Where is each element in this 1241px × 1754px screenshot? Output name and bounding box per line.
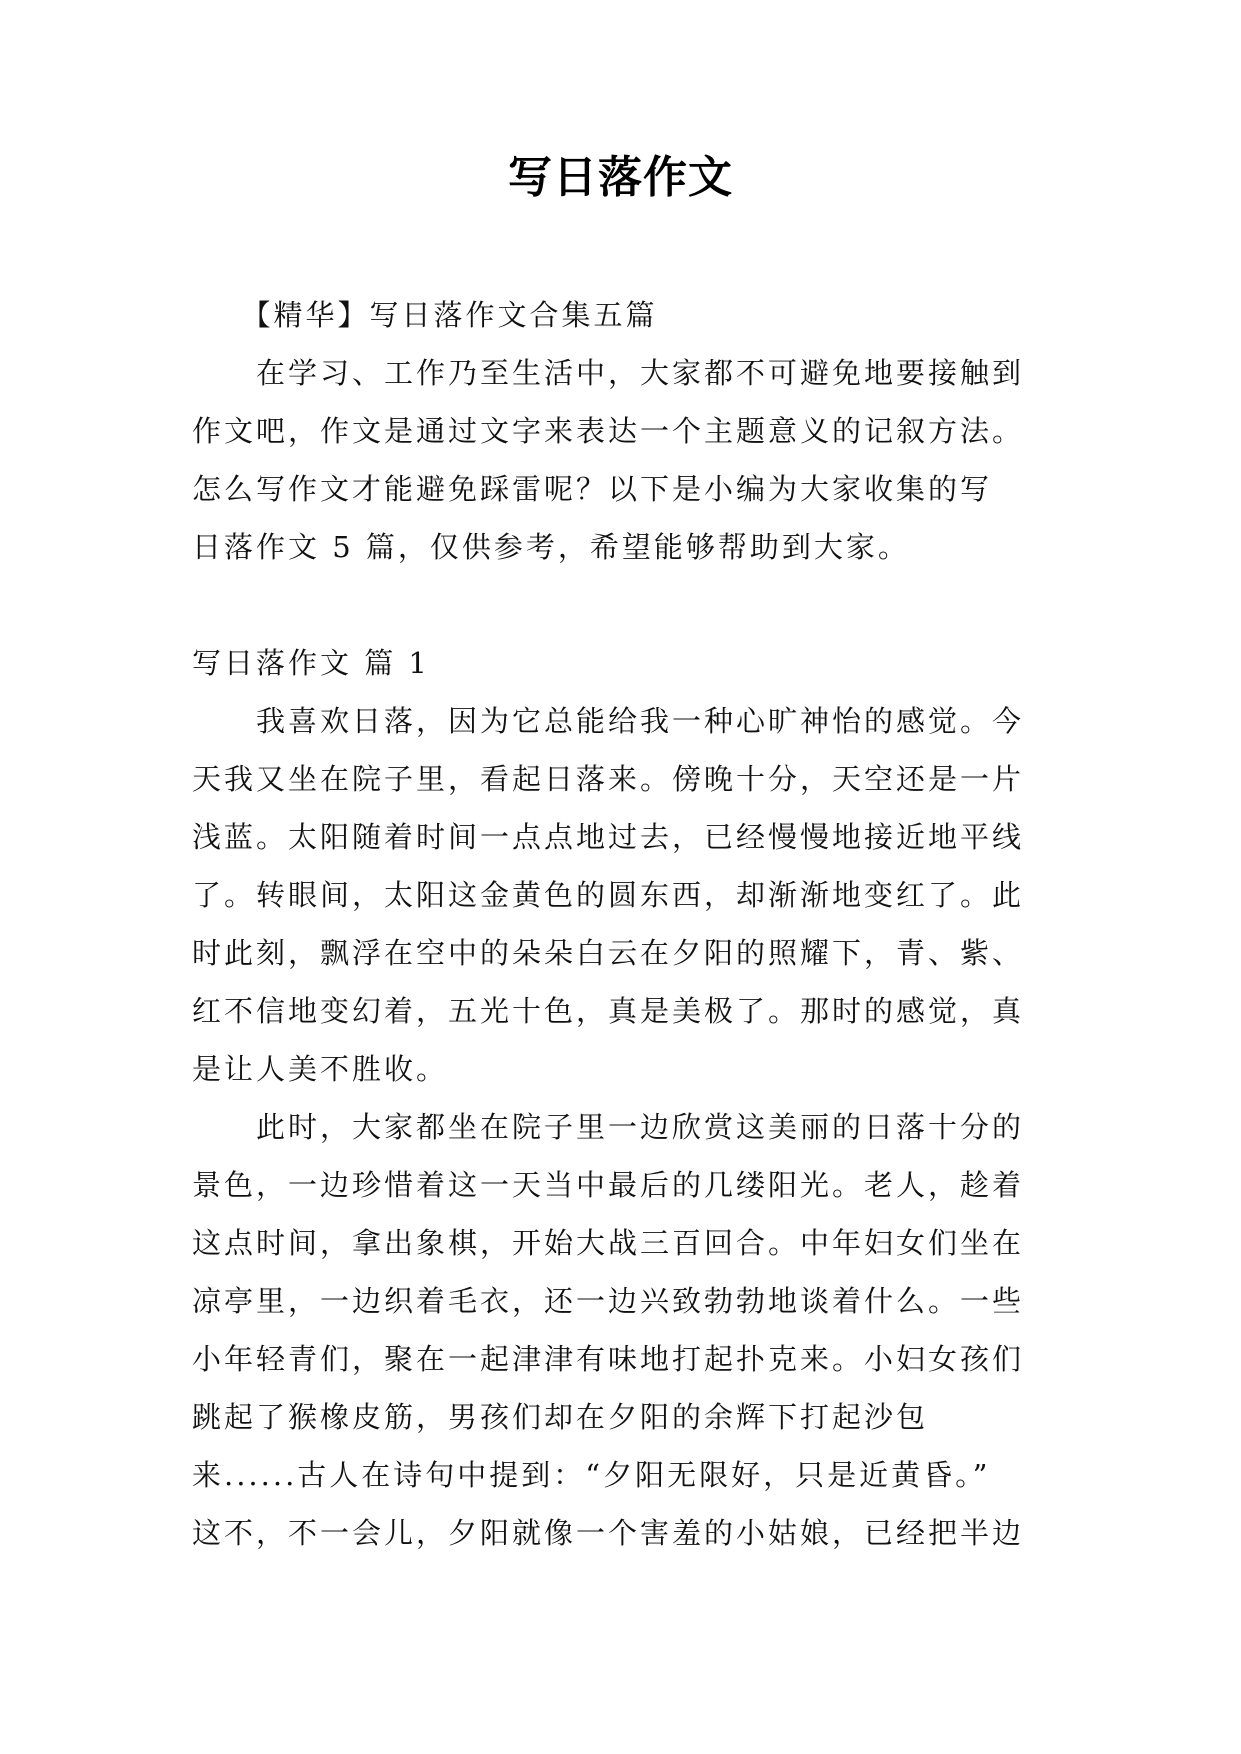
- text-line: 浅蓝。太阳随着时间一点点地过去，已经慢慢地接近地平线: [192, 820, 1025, 854]
- text-line: 是让人美不胜收。: [192, 1052, 449, 1086]
- text-line: 小年轻青们，聚在一起津津有味地打起扑克来。小妇女孩们: [192, 1342, 1025, 1376]
- text-line: 日落作文 5 篇，仅供参考，希望能够帮助到大家。: [192, 530, 910, 564]
- text-line: 写日落作文 篇 1: [192, 646, 430, 680]
- text-line: 了。转眼间，太阳这金黄色的圆东西，却渐渐地变红了。此: [192, 878, 1025, 912]
- text-line: 来......古人在诗句中提到：“夕阳无限好，只是近黄昏。”: [192, 1458, 991, 1492]
- text-line: 凉亭里，一边织着毛衣，还一边兴致勃勃地谈着什么。一些: [192, 1284, 1025, 1318]
- text-line: 【精华】写日落作文合集五篇: [192, 298, 658, 332]
- text-line: 我喜欢日落，因为它总能给我一种心旷神怡的感觉。今: [192, 704, 1025, 738]
- document-title: 写日落作文: [508, 152, 733, 203]
- text-line: 怎么写作文才能避免踩雷呢？以下是小编为大家收集的写: [192, 472, 993, 506]
- text-line: 作文吧，作文是通过文字来表达一个主题意义的记叙方法。: [192, 414, 1025, 448]
- text-line: 跳起了猴橡皮筋，男孩们却在夕阳的余辉下打起沙包: [192, 1400, 929, 1434]
- text-line: 这点时间，拿出象棋，开始大战三百回合。中年妇女们坐在: [192, 1226, 1025, 1260]
- text-line: 红不信地变幻着，五光十色，真是美极了。那时的感觉，真: [192, 994, 1025, 1028]
- text-line: 此时，大家都坐在院子里一边欣赏这美丽的日落十分的: [192, 1110, 1025, 1144]
- document-body: [192, 286, 1072, 1562]
- text-line: 景色，一边珍惜着这一天当中最后的几缕阳光。老人，趁着: [192, 1168, 1025, 1202]
- text-line: 这不，不一会儿，夕阳就像一个害羞的小姑娘，已经把半边: [192, 1516, 1025, 1550]
- text-line: 天我又坐在院子里，看起日落来。傍晚十分，天空还是一片: [192, 762, 1025, 796]
- text-line: 时此刻，飘浮在空中的朵朵白云在夕阳的照耀下，青、紫、: [192, 936, 1025, 970]
- text-line: 在学习、工作乃至生活中，大家都不可避免地要接触到: [192, 356, 1025, 390]
